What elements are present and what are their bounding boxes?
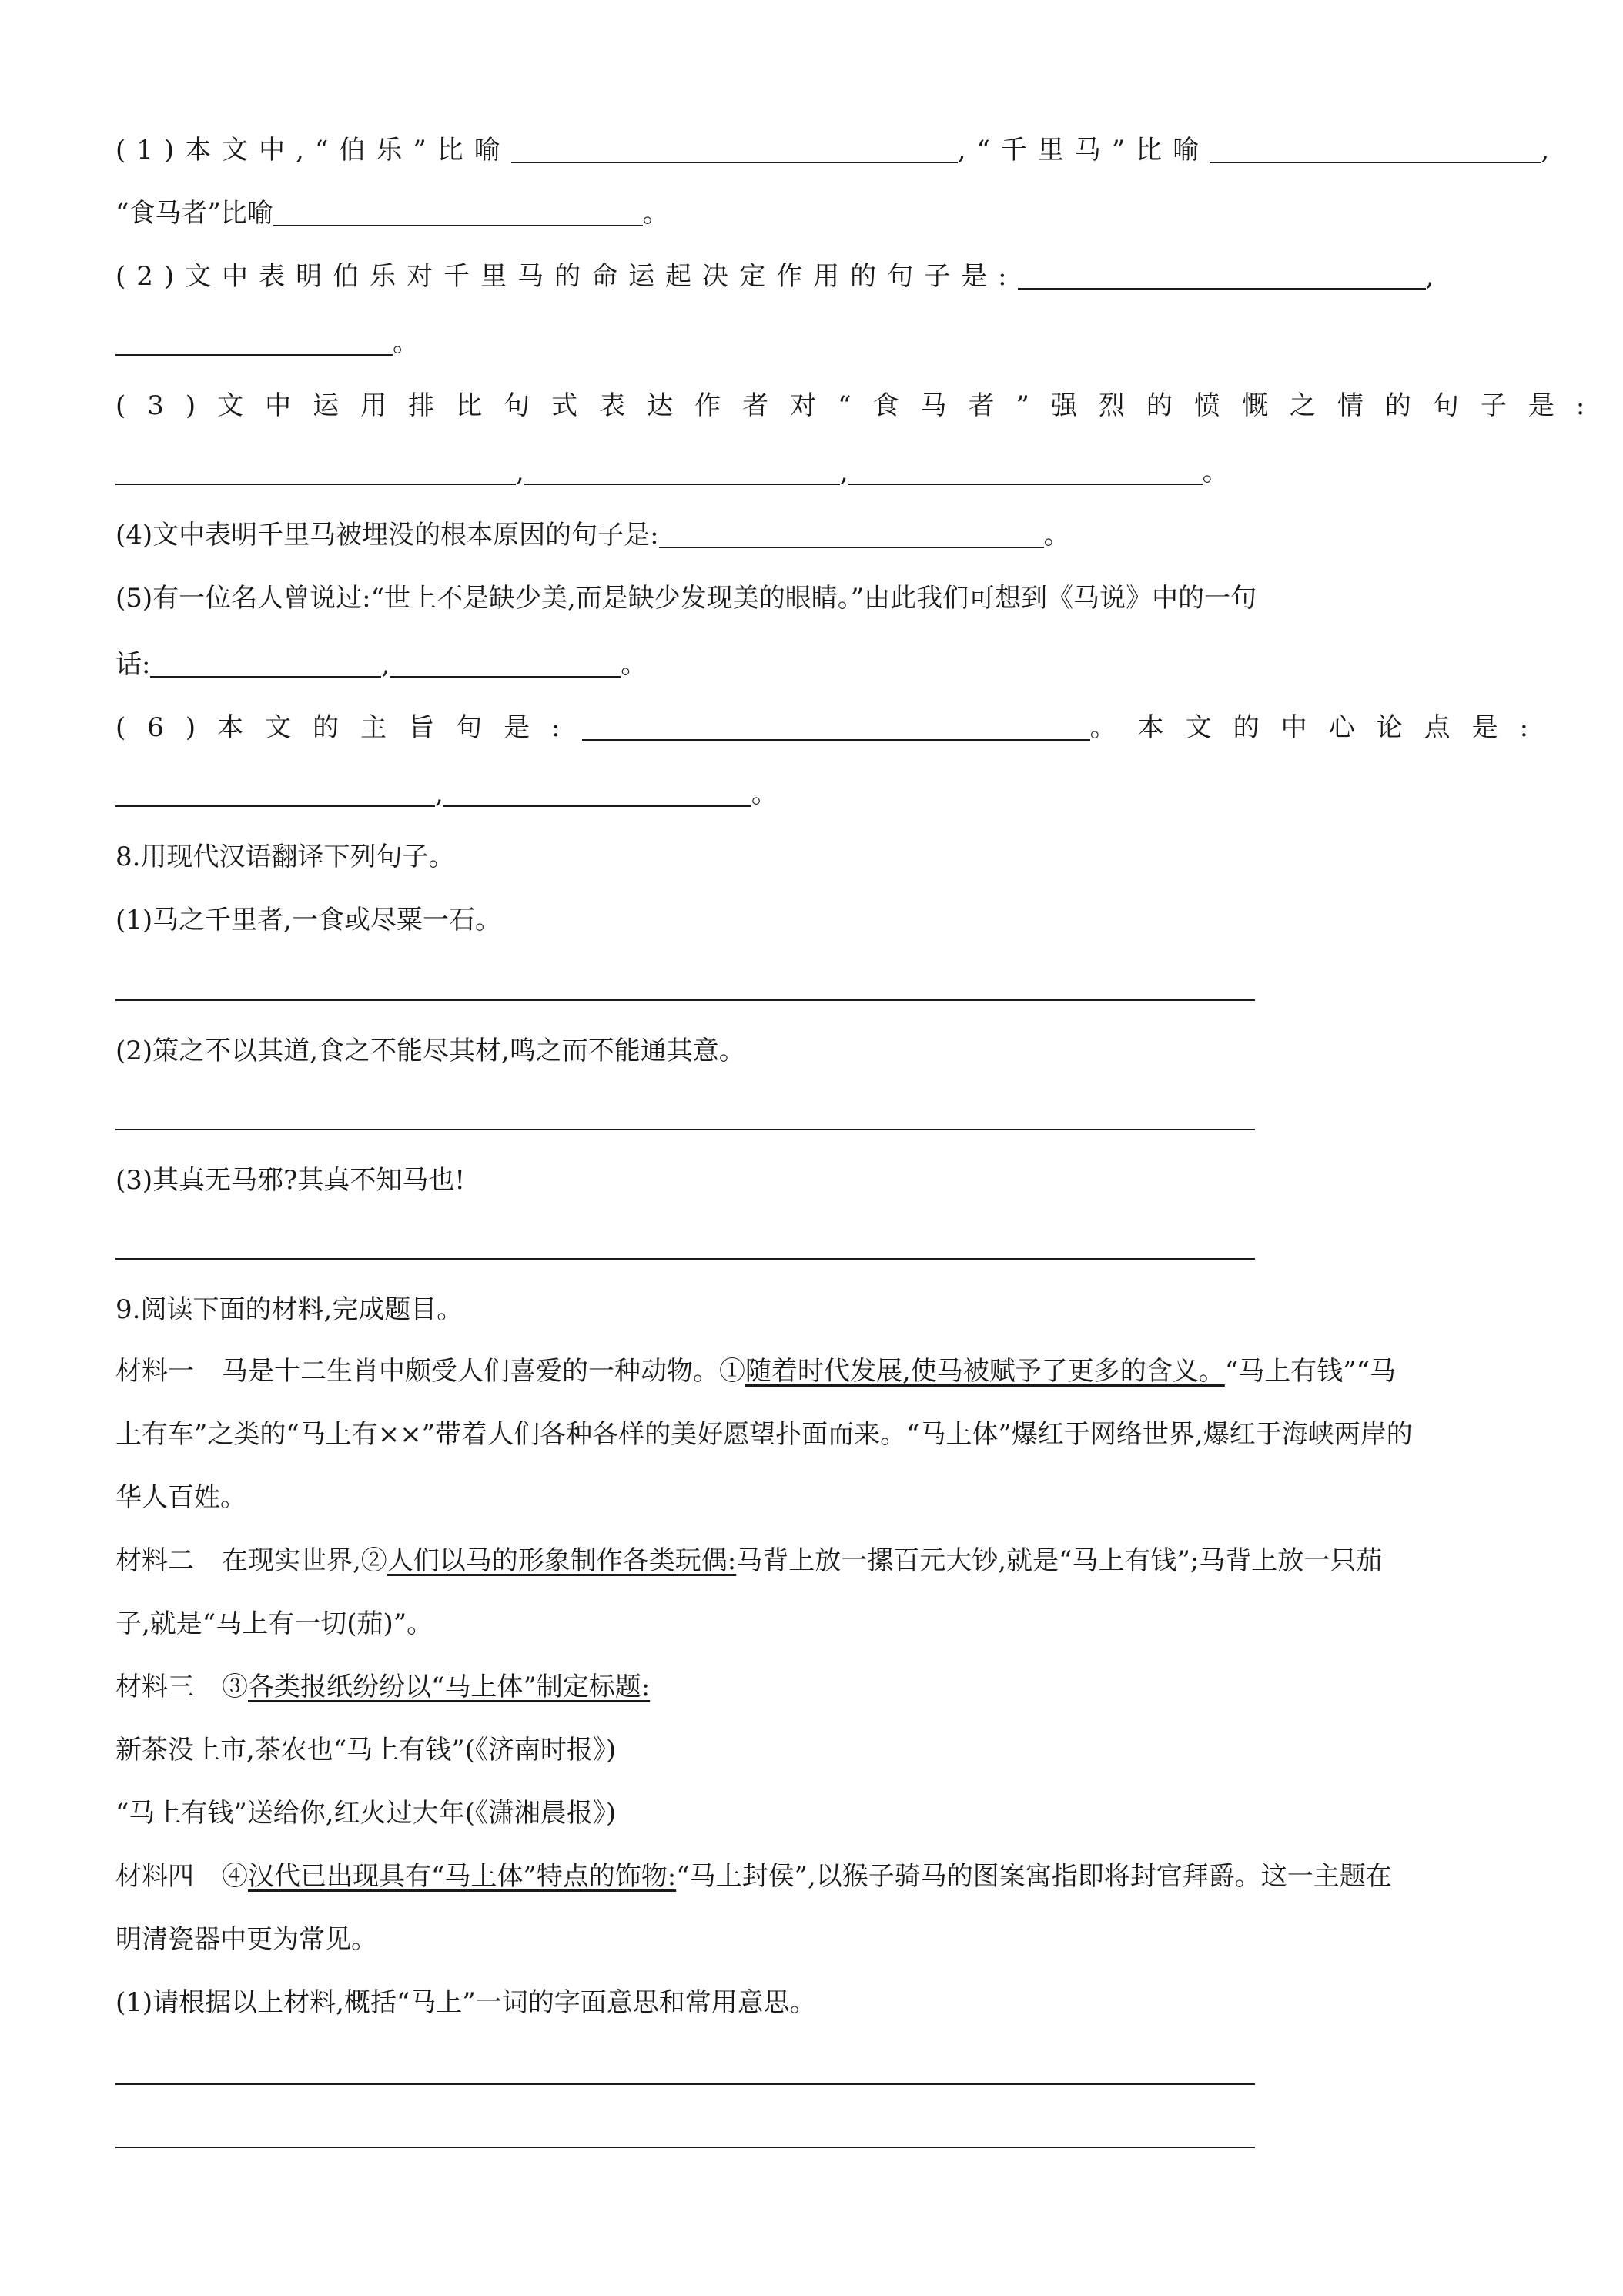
q7-item-2: (2)文中表明伯乐对千里马的命运起决定作用的句子是: , [115, 257, 1508, 296]
material-4-line-2: 明清瓷器中更为常见。 [115, 1924, 377, 1955]
q7-item-5-cont: 话: , 。 [115, 645, 1508, 684]
q8-sentence-1: (1)马之千里者,一食或尽粟一石。 [115, 905, 501, 935]
answer-line[interactable] [115, 999, 1255, 1001]
answer-blank[interactable] [511, 132, 958, 163]
answer-blank[interactable] [115, 454, 516, 485]
answer-blank[interactable] [1018, 259, 1426, 290]
q7-item-1: (1)本文中,“伯乐”比喻 ,“千里马”比喻 , [115, 131, 1508, 169]
headline-example-1: 新茶没上市,茶农也“马上有钱”(《济南时报》) [115, 1735, 617, 1766]
material-2: 材料二 在现实世界,②人们以马的形象制作各类玩偶:马背上放一摞百元大钞,就是“马上有钱”;马背上放一只茄 [115, 1545, 1383, 1576]
material-1-line-3: 华人百姓。 [115, 1482, 246, 1513]
q7-item-1-cont: “食马者”比喻 。 [115, 194, 1508, 233]
answer-blank[interactable] [115, 325, 393, 356]
q7-item-3: (3)文中运用排比句式表达作者对“食马者”强烈的愤慨之情的句子是: [115, 390, 1607, 421]
underlined-sentence: 随着时代发展,使马被赋予了更多的含义。 [745, 1356, 1225, 1387]
q8-sentence-3: (3)其真无马邪?其真不知马也! [115, 1165, 466, 1196]
q7-item-6-cont: , 。 [115, 775, 1508, 813]
q7-item-4: (4)文中表明千里马被埋没的根本原因的句子是: 。 [115, 516, 1508, 554]
q8-sentence-2: (2)策之不以其道,食之不能尽其材,鸣之而不能通其意。 [115, 1036, 745, 1066]
q9-title: 9.阅读下面的材料,完成题目。 [115, 1294, 463, 1325]
answer-blank[interactable] [848, 454, 1203, 485]
answer-blank[interactable] [1210, 132, 1541, 163]
underlined-sentence: 各类报纸纷纷以“马上体”制定标题: [248, 1672, 651, 1702]
answer-line[interactable] [115, 1129, 1255, 1130]
answer-blank[interactable] [443, 776, 751, 807]
material-3: 材料三 ③各类报纸纷纷以“马上体”制定标题: [115, 1672, 651, 1702]
q9-subquestion-1: (1)请根据以上材料,概括“马上”一词的字面意思和常用意思。 [115, 1987, 816, 2018]
answer-blank[interactable] [524, 454, 840, 485]
answer-blank[interactable] [659, 517, 1044, 548]
answer-blank[interactable] [115, 776, 435, 807]
answer-blank[interactable] [150, 647, 381, 678]
q7-item-6: (6)本文的主旨句是: 。本文的中心论点是: [115, 708, 1508, 747]
underlined-sentence: 汉代已出现具有“马上体”特点的饰物: [248, 1861, 677, 1892]
material-1: 材料一 马是十二生肖中颇受人们喜爱的一种动物。①随着时代发展,使马被赋予了更多的含义。“马上有钱”“马 [115, 1356, 1396, 1387]
q7-item-5: (5)有一位名人曾说过:“世上不是缺少美,而是缺少发现美的眼睛。”由此我们可想到《马说》中的一句 [115, 583, 1257, 614]
answer-blank[interactable] [582, 710, 1090, 741]
answer-blank[interactable] [390, 647, 621, 678]
q8-title: 8.用现代汉语翻译下列句子。 [115, 842, 455, 872]
q7-item-3-cont: , , 。 [115, 453, 1508, 491]
answer-line[interactable] [115, 2083, 1255, 2085]
underlined-sentence: 人们以马的形象制作各类玩偶: [387, 1545, 737, 1576]
answer-line[interactable] [115, 1258, 1255, 1260]
material-1-line-2: 上有车”之类的“马上有××”带着人们各种各样的美好愿望扑面而来。“马上体”爆红于网络世界,爆红于海峡两岸的 [115, 1419, 1413, 1450]
answer-blank[interactable] [273, 196, 643, 226]
q7-item-2-cont: 。 [115, 323, 1508, 362]
material-4: 材料四 ④汉代已出现具有“马上体”特点的饰物:“马上封侯”,以猴子骑马的图案寓指即将封官拜爵。这一主题在 [115, 1861, 1392, 1892]
headline-example-2: “马上有钱”送给你,红火过大年(《潇湘晨报》) [115, 1798, 617, 1829]
answer-line[interactable] [115, 2147, 1255, 2148]
material-2-line-2: 子,就是“马上有一切(茄)”。 [115, 1608, 433, 1639]
